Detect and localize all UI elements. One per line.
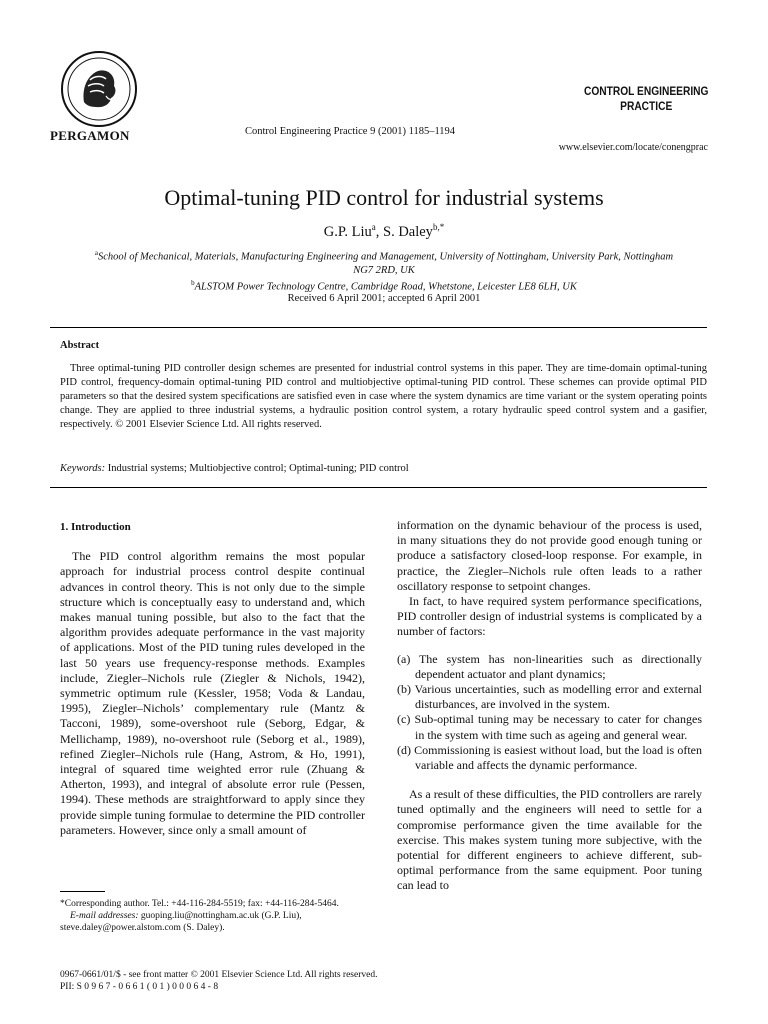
affiliation-b-mark: b: [191, 278, 195, 287]
list-item: (a) The system has non-linearities such as directionally dependent actuator and plant dynamics;: [397, 651, 702, 681]
author-2: S. Daley: [383, 223, 433, 240]
affiliation-b: [90, 277, 678, 294]
divider-bottom: [50, 487, 707, 488]
journal-name-line1: CONTROL ENGINEERING: [583, 84, 708, 98]
affiliations: [90, 247, 678, 293]
journal-reference: Control Engineering Practice 9 (2001) 1185–1194: [245, 126, 456, 137]
intro-paragraph-1: The PID control algorithm remains the most popular approach for industrial process control despite continual advances in control theory. This is not only due to the simple structure which is conceptually easy to understand and, which makes manual tuning possible, but also to the fact that the algorithm provides adequate performance in the vast majority of applications. Most of the PID tuning rules developed in the last 50 years use frequency-response methods. Examples include, Ziegler–Nichols rule (Ziegler & Nichols, 1942), symmetric optimum rule (Kessler, 1958; Voda & Landau, 1995), Ziegler–Nichols’ complementary rule (Mantz & Tacconi, 1989), some-overshoot rule (Seborg, Edgar, & Mellichamp, 1989), no-overshoot rule (Seborg et al., 1989), refined Ziegler–Nichols rule (Hang, Astrom, & Ho, 1991), integral of squared time weighted error rule (Zhuang & Atherton, 1993), and integral of absolute error rule (Pessen, 1994). These methods are straightforward to apply since they provide simple tuning formulae to determine the PID controller parameters. However, since only a small amount of: [60, 549, 365, 837]
section-heading: 1. Introduction: [60, 521, 131, 533]
publisher-logo: [60, 50, 138, 128]
abstract-heading: Abstract: [60, 340, 100, 351]
author-1: G.P. Liu: [323, 223, 372, 240]
publisher-name: PERGAMON: [50, 128, 130, 143]
journal-url[interactable]: www.elsevier.com/locate/conengprac: [558, 142, 708, 153]
received-dates: Received 6 April 2001; accepted 6 April 2001: [287, 293, 481, 304]
author-2-affil-mark: b,*: [432, 222, 445, 232]
journal-name: [584, 84, 708, 114]
affiliation-a: [90, 247, 678, 277]
journal-name-line2: PRACTICE: [619, 99, 672, 113]
intro-paragraph-3: In fact, to have required system performance specifications, PID controller design of industrial systems is complicated by a number of factors:: [397, 594, 702, 639]
footnote-rule: [60, 891, 105, 892]
list-item: (b) Various uncertainties, such as modelling error and external disturbances, are involved in the system.: [397, 682, 702, 712]
pii-line: PII: S 0 9 6 7 - 0 6 6 1 ( 0 1 ) 0 0 0 6 4 - 8: [60, 982, 219, 992]
email-note: [60, 910, 365, 934]
divider-top: [50, 327, 707, 328]
footnote: [60, 898, 365, 934]
intro-paragraph-4: As a result of these difficulties, the PID controllers are rarely tuned optimally and the engineers will need to settle for a compromise performance given the time available for the exercise. This makes system tuning more subjective, with the potential for different engineers to achieve different, sub-optimal performance from the same equipment. Poor tuning can lead to: [397, 787, 702, 893]
factor-list: [397, 652, 702, 774]
affiliation-a-mark: a: [94, 249, 98, 257]
page-footer: [60, 969, 377, 993]
left-column: [60, 520, 365, 838]
right-column: [397, 518, 702, 894]
list-item: (d) Commissioning is easiest without load, but the load is often variable and affects the dynamic performance.: [397, 742, 702, 773]
keywords: [60, 463, 409, 474]
author-line: [0, 222, 768, 241]
keywords-list: Industrial systems; Multiobjective control; Optimal-tuning; PID control: [107, 463, 409, 474]
copyright-line: 0967-0661/01/$ - see front matter © 2001 Elsevier Science Ltd. All rights reserved.: [60, 970, 378, 980]
corresponding-author-note: *Corresponding author. Tel.: +44-116-284-5519; fax: +44-116-284-5464.: [60, 899, 339, 909]
email-label: E-mail addresses:: [70, 911, 139, 921]
abstract-body: Three optimal-tuning PID controller design schemes are presented for industrial control systems in this paper. They are time-domain optimal-tuning PID control, frequency-domain optimal-tuning PID control and multiobjective optimal-tuning PID control. These schemes can provide optimal PID parameters so that the desired system specifications are satisfied even in case where the system dynamics are time variant or the system operating points change. They are applied to three industrial systems, a hydraulic position control system, a rotary hydraulic speed control system and a gasifier, respectively. © 2001 Elsevier Science Ltd. All rights reserved.: [60, 363, 707, 430]
author-1-affil-mark: a: [371, 222, 376, 232]
intro-paragraph-2: information on the dynamic behaviour of the process is used, in many situations they do not provide good enough tuning or produce a satisfactory closed-loop response. For example, in practice, the Ziegler–Nichols rule often leads to a rather oscillatory response to setpoint changes.: [397, 518, 702, 593]
email-addresses[interactable]: guoping.liu@nottingham.ac.uk (G.P. Liu), steve.daley@power.alstom.com (S. Daley).: [60, 911, 302, 933]
affiliation-b-text: ALSTOM Power Technology Centre, Cambridge Road, Whetstone, Leicester LE8 6LH, UK: [194, 281, 577, 292]
article-title: Optimal-tuning PID control for industrial systems: [164, 185, 604, 210]
list-item: (c) Sub-optimal tuning may be necessary to cater for changes in the system with time such as ageing and general wear.: [397, 712, 702, 742]
affiliation-a-text: School of Mechanical, Materials, Manufacturing Engineering and Management, University of Nottingham, University Park, Nottingham NG7 2RD, UK: [98, 251, 674, 276]
keywords-label: Keywords:: [60, 463, 106, 474]
author-separator: ,: [375, 223, 383, 240]
